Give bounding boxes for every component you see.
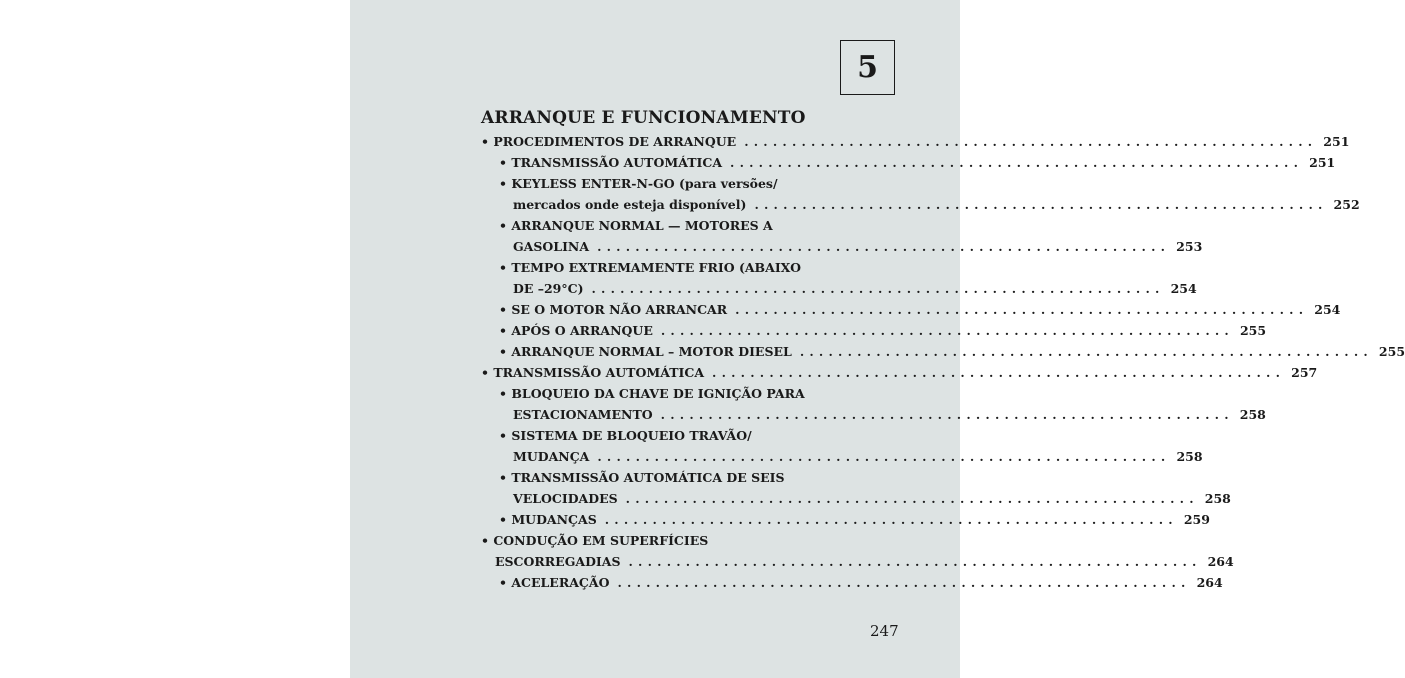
toc-entry-page: 258 <box>1204 491 1231 506</box>
toc-entry-page: 254 <box>1314 302 1341 317</box>
toc-entry[interactable] <box>481 299 1341 320</box>
toc-entry-page: 259 <box>1183 512 1210 527</box>
toc-entry[interactable] <box>481 509 1210 530</box>
toc-entry[interactable] <box>481 215 1203 257</box>
toc-entry-page: 258 <box>1176 449 1203 464</box>
toc-entry-title: • BLOQUEIO DA CHAVE DE IGNIÇÃO PARA <box>499 386 805 401</box>
toc-entry-page: 251 <box>1323 134 1350 149</box>
toc-entry-title: GASOLINA <box>513 239 590 254</box>
dot-leader: ............................................................ <box>744 134 1318 149</box>
content-panel <box>350 0 1405 678</box>
toc-entry-title: MUDANÇA <box>513 449 590 464</box>
toc-entry-page: 254 <box>1170 281 1197 296</box>
toc-entry-title: • APÓS O ARRANQUE <box>499 323 653 338</box>
toc-entry-title: • SISTEMA DE BLOQUEIO TRAVÃO/ <box>499 428 752 443</box>
toc-entry[interactable] <box>481 341 1405 362</box>
toc-entry-page: 264 <box>1207 554 1234 569</box>
toc-entry-page: 255 <box>1239 323 1267 338</box>
dot-leader: ............................................................ <box>735 302 1309 317</box>
dot-leader: ............................................................ <box>730 155 1304 170</box>
dot-leader: ............................................................ <box>617 575 1191 590</box>
chapter-number-box <box>840 40 895 95</box>
toc-entry[interactable] <box>481 572 1223 593</box>
dot-leader: ............................................................ <box>628 554 1202 569</box>
toc-entry-title: ESTACIONAMENTO <box>513 407 653 422</box>
toc-entry[interactable] <box>481 425 1203 467</box>
toc-entry-title: • ARRANQUE NORMAL – MOTOR DIESEL <box>499 344 792 359</box>
toc-entry[interactable] <box>481 131 1350 152</box>
dot-leader: ............................................................ <box>660 323 1234 338</box>
toc-entry-page: 258 <box>1239 407 1266 422</box>
toc-entry-page: 257 <box>1291 365 1318 380</box>
dot-leader: ............................................................ <box>712 365 1286 380</box>
toc-entry-page: 253 <box>1176 239 1203 254</box>
toc-entry-page: 264 <box>1196 575 1223 590</box>
dot-leader: ............................................................ <box>660 407 1234 422</box>
toc-entry-title: • ACELERAÇÃO <box>499 575 610 590</box>
dot-leader: ............................................................ <box>625 491 1199 506</box>
toc-entry[interactable] <box>481 320 1267 341</box>
toc-entry-title: mercados onde esteja disponível) <box>513 197 747 212</box>
toc-entry[interactable] <box>481 257 1197 299</box>
toc-entry-title: VELOCIDADES <box>513 491 618 506</box>
toc-entry-title: DE –29°C) <box>513 281 584 296</box>
toc-entry[interactable] <box>481 467 1231 509</box>
table-of-contents <box>481 131 1405 593</box>
dot-leader: ............................................................ <box>799 344 1373 359</box>
toc-entry[interactable] <box>481 173 1360 215</box>
toc-entry-title: • TEMPO EXTREMAMENTE FRIO (ABAIXO <box>499 260 802 275</box>
page-number: 247 <box>870 622 899 640</box>
dot-leader: ............................................................ <box>754 197 1328 212</box>
dot-leader: ............................................................ <box>591 281 1165 296</box>
toc-entry[interactable] <box>481 152 1336 173</box>
toc-entry-title: • MUDANÇAS <box>499 512 597 527</box>
section-title: ARRANQUE E FUNCIONAMENTO <box>481 108 806 128</box>
dot-leader: ............................................................ <box>604 512 1178 527</box>
toc-entry-title: • CONDUÇÃO EM SUPERFÍCIES <box>481 533 709 548</box>
chapter-number: 5 <box>857 50 878 85</box>
toc-entry-page: 255 <box>1378 344 1405 359</box>
toc-entry-title: • TRANSMISSÃO AUTOMÁTICA <box>499 155 723 170</box>
toc-entry-title: ESCORREGADIAS <box>495 554 621 569</box>
toc-entry[interactable] <box>481 362 1318 383</box>
toc-entry-page: 252 <box>1333 197 1360 212</box>
toc-entry-title: • ARRANQUE NORMAL — MOTORES A <box>499 218 773 233</box>
toc-entry-title: • KEYLESS ENTER-N-GO (para versões/ <box>499 176 778 191</box>
toc-entry-title: • PROCEDIMENTOS DE ARRANQUE <box>481 134 737 149</box>
toc-entry-page: 251 <box>1309 155 1336 170</box>
toc-entry[interactable] <box>481 530 1234 572</box>
toc-entry[interactable] <box>481 383 1266 425</box>
toc-entry-title: • TRANSMISSÃO AUTOMÁTICA <box>481 365 705 380</box>
toc-entry-title: • SE O MOTOR NÃO ARRANCAR <box>499 302 728 317</box>
dot-leader: ............................................................ <box>597 239 1171 254</box>
dot-leader: ............................................................ <box>597 449 1171 464</box>
toc-entry-title: • TRANSMISSÃO AUTOMÁTICA DE SEIS <box>499 470 785 485</box>
